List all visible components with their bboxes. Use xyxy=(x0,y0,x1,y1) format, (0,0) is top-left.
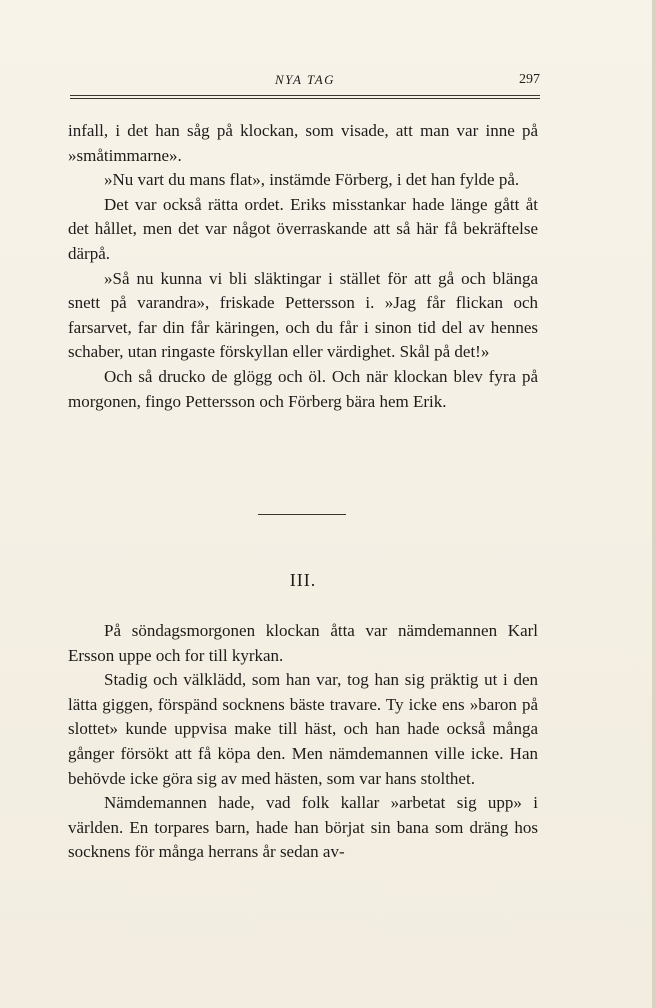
section-one-body xyxy=(68,119,538,414)
paragraph: Nämdemannen hade, vad folk kallar »arbetat sig upp» i världen. En torpares barn, hade han börjat sin bana som dräng hos socknens för många herrans år sedan av- xyxy=(68,793,538,862)
paragraph: infall, i det han såg på klockan, som visade, att man var inne på »småtimmarne». xyxy=(68,121,538,165)
header-rule-top xyxy=(70,95,540,96)
paragraph: Det var också rätta ordet. Eriks misstankar hade länge gått åt det hållet, men det var något överraskande att så här få bekräftelse därpå. xyxy=(68,194,538,263)
running-head xyxy=(70,72,540,92)
paragraph: Stadig och välklädd, som han var, tog han sig präktig ut i den lätta giggen, förspänd socknens bäste travare. Ty icke ens »baron på slottet» kunde uppvisa make till häst, och han hade också många gånger försökt att få köpa den. Men nämdemannen ville icke. Han behövde icke göra sig av med hästen, som var hans stolthet. xyxy=(68,670,538,788)
section-divider xyxy=(258,514,346,515)
header-rule-bottom xyxy=(70,98,540,99)
page-number: 297 xyxy=(519,72,540,87)
running-title: NYA TAG xyxy=(275,72,336,87)
section-two-body xyxy=(68,619,538,865)
paragraph: »Nu vart du mans flat», instämde Förberg, i det han fylde på. xyxy=(104,170,520,190)
paragraph: »Så nu kunna vi bli släktingar i stället för att gå och blänga snett på varandra», friskade Pettersson i. »Jag får flickan och farsarvet, far din får käringen, och du får i sinon tid del av hennes schaber, utan ringaste förskyllan eller värdighet. Skål på det!» xyxy=(68,268,538,362)
section-heading: III. xyxy=(289,570,317,590)
paragraph: Och så drucko de glögg och öl. Och när klockan blev fyra på morgonen, fingo Pettersson och Förberg bära hem Erik. xyxy=(68,366,538,411)
paragraph: På söndagsmorgonen klockan åtta var nämdemannen Karl Ersson uppe och for till kyrkan. xyxy=(68,621,538,665)
